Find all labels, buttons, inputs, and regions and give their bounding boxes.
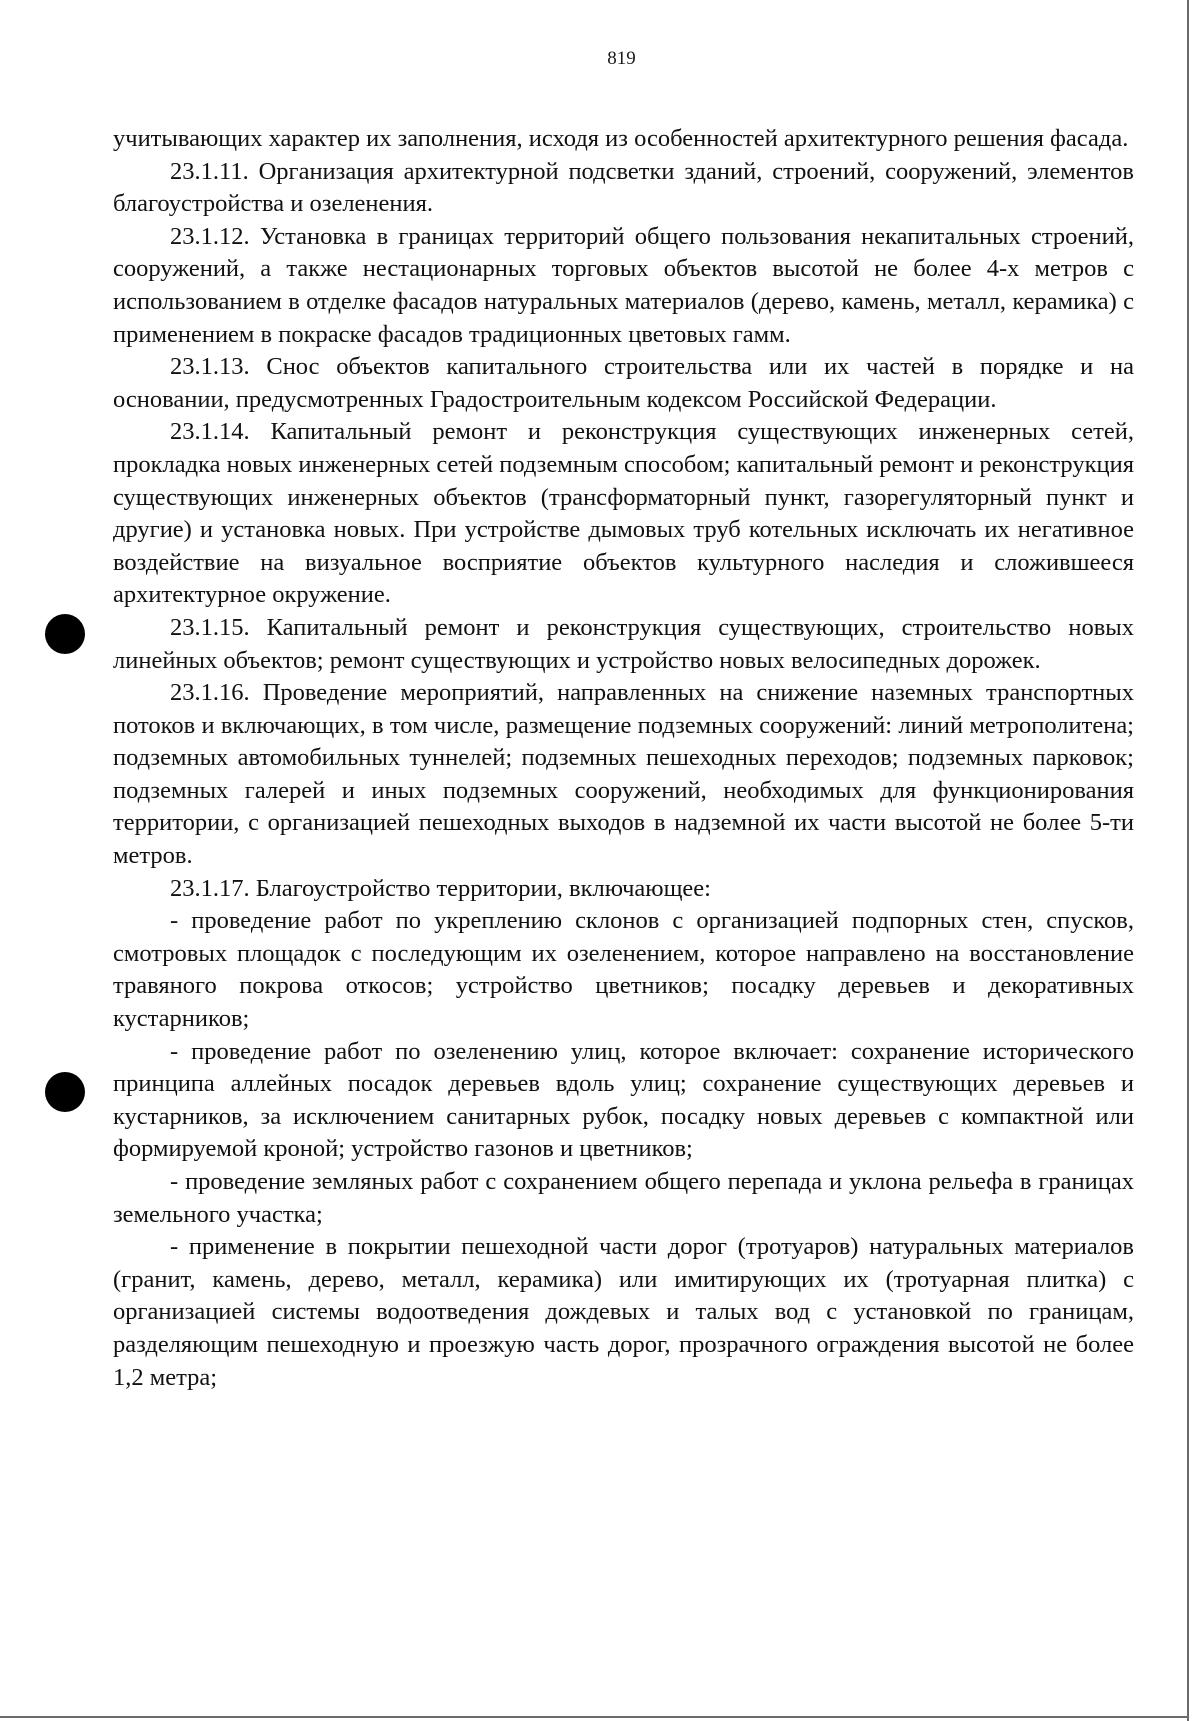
paragraph: 23.1.11. Организация архитектурной подсветки зданий, строений, сооружений, элементов благоустройства и озеленения. — [113, 157, 1134, 218]
paragraph: 23.1.14. Капитальный ремонт и реконструкция существующих инженерных сетей, прокладка новых инженерных сетей подземным способом; капитальный ремонт и реконструкция существующих инженерных объектов (трансформаторный пункт, газорегуляторный пункт и другие) и установка новых. При устройстве дымовых труб котельных исключать их негативное воздействие на визуальное восприятие объектов культурного наследия и сложившееся архитектурное окружение. — [113, 418, 1134, 609]
paragraph: 23.1.16. Проведение мероприятий, направленных на снижение наземных транспортных потоков и включающих, в том числе, размещение подземных сооружений: линий метрополитена; подземных автомобильных туннелей; подземных пешеходных переходов; подземных парковок; подземных галерей и иных подземных сооружений, необходимых для функционирования территории, с организацией пешеходных выходов в надземной их части высотой не более 5-ти метров. — [113, 679, 1134, 870]
list-item: - проведение работ по озеленению улиц, которое включает: сохранение исторического принципа аллейных посадок деревьев вдоль улиц; сохранение существующих деревьев и кустарников, за исключением санитарных рубок, посадку новых деревьев с компактной или формируемой кроной; устройство газонов и цветников; — [113, 1037, 1134, 1163]
punch-hole-mark — [45, 614, 85, 654]
list-item: - применение в покрытии пешеходной части дорог (тротуаров) натуральных материалов (гранит, камень, дерево, металл, керамика) или имитирующих их (тротуарная плитка) с организацией системы водоотведения дождевых и талых вод с установкой по границам, разделяющим пешеходную и проезжую часть дорог, прозрачного ограждения высотой не более 1,2 метра; — [113, 1233, 1134, 1391]
paragraph: 23.1.12. Установка в границах территорий общего пользования некапитальных строений, сооружений, а также нестационарных торговых объектов высотой не более 4-х метров с использованием в отделке фасадов натуральных материалов (дерево, камень, металл, керамика) с применением в покраске фасадов традиционных цветовых гамм. — [113, 222, 1134, 348]
paragraph: 23.1.13. Снос объектов капитального строительства или их частей в порядке и на основании, предусмотренных Градостроительным кодексом Российской Федерации. — [113, 353, 1134, 413]
paragraph: 23.1.17. Благоустройство территории, включающее: — [170, 874, 711, 902]
scan-edge-right — [1187, 0, 1189, 1721]
scan-edge-bottom — [0, 1716, 1189, 1718]
document-body — [113, 123, 1134, 1394]
punch-hole-mark — [45, 1072, 85, 1112]
list-item: - проведение земляных работ с сохранением общего перепада и уклона рельефа в границах земельного участка; — [113, 1168, 1134, 1228]
list-item: - проведение работ по укреплению склонов с организацией подпорных стен, спусков, смотровых площадок с последующим их озеленением, которое направлено на восстановление травяного покрова откосов; устройство цветников; посадку деревьев и декоративных кустарников; — [113, 907, 1134, 1033]
paragraph: учитывающих характер их заполнения, исходя из особенностей архитектурного решения фасада. — [113, 125, 1129, 152]
page-number: 819 — [607, 48, 636, 69]
paragraph: 23.1.15. Капитальный ремонт и реконструкция существующих, строительство новых линейных объектов; ремонт существующих и устройство новых велосипедных дорожек. — [113, 613, 1134, 674]
